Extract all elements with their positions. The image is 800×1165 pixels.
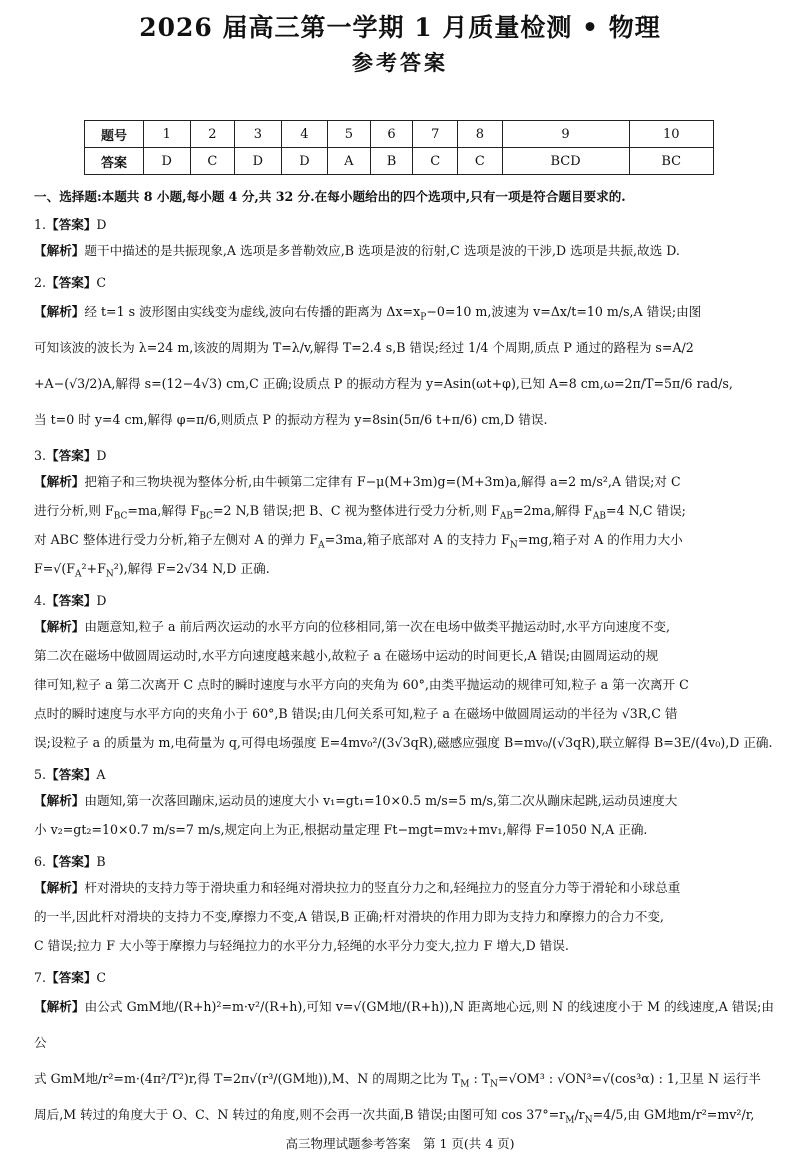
answer-value: C	[96, 970, 107, 985]
explanation-line: =2 N,B 错误;把 B、C 视为整体进行受力分析,则 F	[213, 503, 500, 518]
explanation-line: 可知该波的波长为 λ=24 m,该波的周期为 T=λ/v,解得 T=2.4 s,B 错误;经过 1/4 个周期,质点 P 通过的路程为 s=A/2	[34, 340, 694, 355]
explanation-line: 小 v₂=gt₂=10×0.7 m/s=7 m/s,规定向上为正,根据动量定理 Ft−mgt=mv₂+mv₁,解得 F=1050 N,A 正确.	[34, 822, 648, 837]
explanation-line: C 错误;拉力 F 大小等于摩擦力与轻绳拉力的水平分力,轻绳的水平分力变大,拉力 F 增大,D 错误.	[34, 938, 569, 953]
answer-line	[34, 272, 774, 294]
question-number: 2	[190, 121, 235, 148]
section-heading: 一、选择题:本题共 8 小题,每小题 4 分,共 32 分.在每小题给出的四个选项中,只有一项是符合题目要求的.	[34, 189, 626, 204]
question-4	[34, 590, 774, 757]
explanation-line: −0=10 m,波速为 v=Δx/t=10 m/s,A 错误;由图	[426, 304, 702, 319]
answer-value: D	[96, 593, 107, 608]
subscript: N	[105, 569, 114, 580]
question-3	[34, 445, 774, 583]
row-label-question-number: 题号	[85, 121, 144, 148]
answer-cell: D	[235, 148, 282, 175]
question-number: 4	[281, 121, 328, 148]
question-7	[34, 967, 774, 1133]
explanation-line: 由公式 GmM地/(R+h)²=m·v²/(R+h),可知 v=√(GM地/(R+h)),N 距离地心远,则 N 的线速度小于 M 的线速度,A 错误;由公	[34, 999, 775, 1050]
question-number: 6	[370, 121, 413, 148]
explanation-line: =2ma,解得 F	[512, 503, 593, 518]
question-number: 3	[235, 121, 282, 148]
answer-table-number-row	[85, 121, 714, 148]
explanation-line: /r	[574, 1107, 585, 1122]
answer-tag: 【答案】	[46, 275, 97, 290]
answer-cell: C	[190, 148, 235, 175]
subscript: M	[565, 1115, 575, 1126]
question-number: 5.	[34, 767, 47, 782]
answer-cell: C	[458, 148, 503, 175]
answer-value: D	[96, 217, 107, 232]
explanation-line: =mg,箱子对 A 的作用力大小	[517, 532, 683, 547]
explanation-line: F=√(F	[34, 561, 75, 576]
question-number: 10	[629, 121, 714, 148]
explain-tag: 【解析】	[34, 999, 85, 1014]
answer-tag: 【答案】	[46, 854, 97, 869]
explanation-line: 周后,M 转过的角度大于 O、C、N 转过的角度,则不会再一次共面,B 错误;由图可知 cos 37°=r	[34, 1107, 566, 1122]
explanation	[34, 236, 774, 265]
row-label-answer: 答案	[85, 148, 144, 175]
answer-cell: D	[281, 148, 328, 175]
subscript: N	[490, 1079, 498, 1090]
question-number: 5	[328, 121, 370, 148]
subscript: BC	[113, 511, 128, 522]
question-number: 7.	[34, 970, 47, 985]
explanation-text: 题干中描述的是共振现象,A 选项是多普勒效应,B 选项是波的衍射,C 选项是波的干涉,D 选项是共振,故选 D.	[84, 243, 680, 258]
answer-tag: 【答案】	[46, 593, 97, 608]
explanation-line: 第二次在磁场中做圆周运动时,水平方向速度越来越小,故粒子 a 在磁场中运动的时间更长,A 错误;由圆周运动的规	[34, 648, 659, 663]
question-number: 7	[413, 121, 458, 148]
explanation-line: =√OM³ : √ON³=√(cos³α) : 1,卫星 N 运行半	[498, 1071, 761, 1086]
explanation	[34, 786, 774, 844]
answer-tag: 【答案】	[46, 970, 97, 985]
answer-line	[34, 764, 774, 786]
explain-tag: 【解析】	[34, 880, 85, 895]
explanation-line: +A−(√3/2)A,解得 s=(12−4√3) cm,C 正确;设质点 P 的振动方程为 y=Asin(ωt+φ),已知 A=8 cm,ω=2π/T=5π/6 rad/s,	[34, 376, 733, 391]
question-number: 8	[458, 121, 503, 148]
explanation-line: 对 ABC 整体进行受力分析,箱子左侧对 A 的弹力 F	[34, 532, 319, 547]
explanation	[34, 612, 774, 757]
subscript: N	[509, 540, 518, 551]
explanation	[34, 989, 774, 1133]
explanation-line: 律可知,粒子 a 第二次离开 C 点时的瞬时速度与水平方向的夹角为 60°,由类平抛运动的规律可知,粒子 a 第一次离开 C	[34, 677, 689, 692]
explanation-line: 进行分析,则 F	[34, 503, 114, 518]
subscript: M	[460, 1079, 470, 1090]
page-title: 2026 届高三第一学期 1 月质量检测 • 物理	[139, 13, 661, 42]
answer-cell: BC	[629, 148, 714, 175]
subscript: N	[584, 1115, 593, 1126]
explanation	[34, 873, 774, 960]
answer-cell: BCD	[502, 148, 629, 175]
explanation-line: ²),解得 F=2√34 N,D 正确.	[113, 561, 270, 576]
answer-tag: 【答案】	[46, 767, 97, 782]
question-number: 4.	[34, 593, 47, 608]
explain-tag: 【解析】	[34, 243, 85, 258]
explanation-line: 由题知,第一次落回蹦床,运动员的速度大小 v₁=gt₁=10×0.5 m/s=5 m/s,第二次从蹦床起跳,运动员速度大	[84, 793, 678, 808]
answer-line	[34, 214, 774, 236]
answer-tag: 【答案】	[46, 217, 97, 232]
explain-tag: 【解析】	[34, 304, 85, 319]
question-number: 6.	[34, 854, 47, 869]
explanation-line: 经 t=1 s 波形图由实线变为虚线,波向右传播的距离为 Δx=x	[84, 304, 421, 319]
answer-value: A	[96, 767, 106, 782]
explanation-line: 杆对滑块的支持力等于滑块重力和轻绳对滑块拉力的竖直分力之和,轻绳拉力的竖直分力等于滑轮和小球总重	[84, 880, 681, 895]
answer-value: C	[96, 275, 107, 290]
subscript: A	[74, 569, 82, 580]
explanation-line: 当 t=0 时 y=4 cm,解得 φ=π/6,则质点 P 的振动方程为 y=8sin(5π/6 t+π/6) cm,D 错误.	[34, 412, 548, 427]
explanation-line: 由题意知,粒子 a 前后两次运动的水平方向的位移相同,第一次在电场中做类平抛运动时,水平方向速度不变,	[84, 619, 671, 634]
explanation-line: =4 N,C 错误;	[606, 503, 686, 518]
explanation-line: 点时的瞬时速度与水平方向的夹角小于 60°,B 错误;由几何关系可知,粒子 a 在磁场中做圆周运动的半径为 √3R,C 错	[34, 706, 678, 721]
answer-line	[34, 445, 774, 467]
answer-line	[34, 851, 774, 873]
explanation	[34, 294, 774, 438]
explanation-line: ²+F	[81, 561, 106, 576]
answer-line	[34, 590, 774, 612]
explanation-line: 把箱子和三物块视为整体分析,由牛顿第二定律有 F−μ(M+3m)g=(M+3m)a,解得 a=2 m/s²,A 错误;对 C	[84, 474, 681, 489]
explanation-line: : T	[469, 1071, 491, 1086]
question-number: 3.	[34, 448, 47, 463]
explanation-line: =ma,解得 F	[127, 503, 200, 518]
explanation-line: =3ma,箱子底部对 A 的支持力 F	[324, 532, 510, 547]
answer-table	[84, 120, 714, 175]
answer-cell: D	[144, 148, 191, 175]
explanation-line: 的一半,因此杆对滑块的支持力不变,摩擦力不变,A 错误,B 正确;杆对滑块的作用力即为支持力和摩擦力的合力不变,	[34, 909, 664, 924]
solutions-body	[34, 186, 774, 1140]
question-6	[34, 851, 774, 960]
question-number: 1.	[34, 217, 47, 232]
page-footer: 高三物理试题参考答案 第 1 页(共 4 页)	[285, 1136, 515, 1151]
explain-tag: 【解析】	[34, 793, 85, 808]
answer-cell: A	[328, 148, 370, 175]
explanation	[34, 467, 774, 583]
page-subtitle: 参考答案	[352, 50, 448, 75]
question-number: 9	[502, 121, 629, 148]
answer-line	[34, 967, 774, 989]
question-number: 2.	[34, 275, 47, 290]
answer-cell: C	[413, 148, 458, 175]
subscript: A	[318, 540, 325, 551]
explain-tag: 【解析】	[34, 474, 85, 489]
explanation-line: =4/5,由 GM地m/r²=mv²/r,	[592, 1107, 755, 1122]
answer-tag: 【答案】	[46, 448, 97, 463]
subscript: AB	[592, 511, 607, 522]
subscript: AB	[499, 511, 513, 522]
question-2	[34, 272, 774, 438]
explanation-line: 式 GmM地/r²=m·(4π²/T²)r,得 T=2π√(r³/(GM地)),M、N 的周期之比为 T	[34, 1071, 461, 1086]
answer-table-answer-row	[85, 148, 714, 175]
explain-tag: 【解析】	[34, 619, 85, 634]
question-number: 1	[144, 121, 191, 148]
subscript: P	[420, 312, 427, 323]
question-1	[34, 214, 774, 265]
answer-cell: B	[370, 148, 413, 175]
explanation-line: 误;设粒子 a 的质量为 m,电荷量为 q,可得电场强度 E=4mv₀²/(3√3qR),磁感应强度 B=mv₀/(√3qR),联立解得 B=3E/(4v₀),D 正确.	[34, 735, 773, 750]
answer-value: B	[96, 854, 106, 869]
answer-value: D	[96, 448, 107, 463]
subscript: BC	[199, 511, 213, 522]
question-5	[34, 764, 774, 844]
